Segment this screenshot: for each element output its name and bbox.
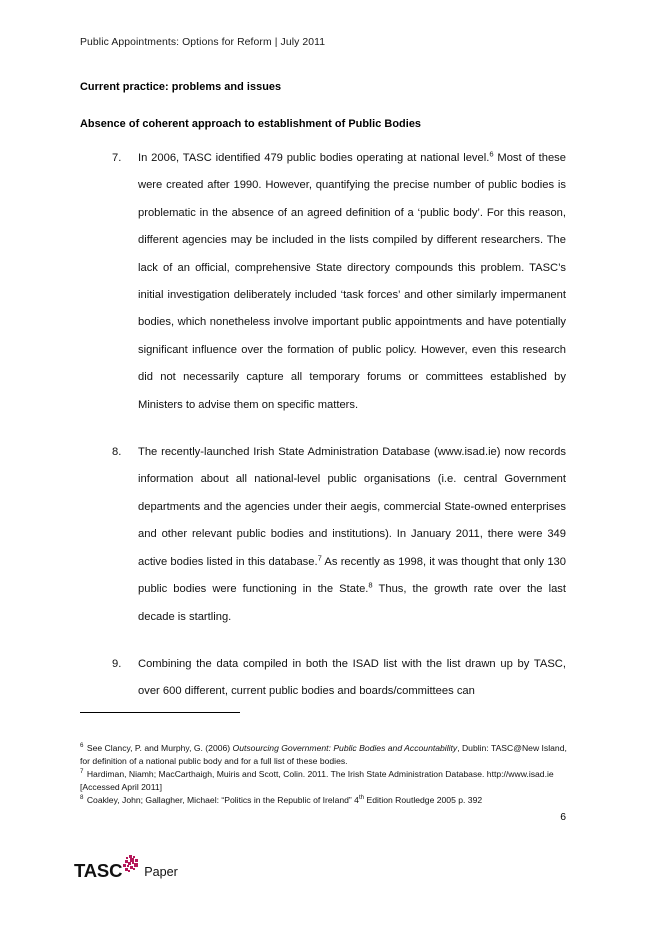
- footnote-text-segment: Coakley, John; Gallagher, Michael: “Politics in the Republic of Ireland” 4: [84, 795, 359, 805]
- footnote-entry: [80, 768, 572, 794]
- footnote-text-segment: , Dublin: TASC@New Island, for definition of a national public body and for a full list of these bodies.: [80, 743, 567, 766]
- list-item-body: [138, 439, 566, 631]
- footnote-entry: [80, 794, 572, 807]
- footnote-reference[interactable]: 8: [368, 580, 373, 590]
- page-number: 6: [560, 812, 566, 823]
- paragraph-text-segment: Thus, the growth rate over the last decade is startling.: [138, 583, 566, 623]
- list-item: [80, 439, 566, 631]
- footnote-reference[interactable]: 7: [317, 552, 322, 562]
- running-header: Public Appointments: Options for Reform | July 2011: [80, 37, 326, 48]
- footnotes-block: [80, 742, 572, 807]
- section-heading: Current practice: problems and issues: [80, 81, 282, 93]
- list-item: [80, 651, 566, 706]
- paragraph-text-segment: As recently as 1998, it was thought that only 130 public bodies were functioning in the State.: [138, 555, 567, 596]
- list-item-body: [138, 145, 566, 419]
- paragraph-text-segment: The recently-launched Irish State Administration Database (www.isad.ie) now records information about all national-level public organisations (i.e. central Government departments and the agencies under their aegis, commercial State-owned enterprises and other relevant public bodies and institutions). In January 2011, there were 349 active bodies listed in this database.: [138, 446, 566, 568]
- page-content: [74, 0, 567, 936]
- list-item-body: Combining the data compiled in both the ISAD list with the list drawn up by TASC, over 600 different, current public bodies and boards/committees can: [138, 657, 566, 698]
- footnote-marker: 8: [80, 794, 84, 802]
- footnote-separator-rule: [80, 712, 240, 713]
- list-item-number: 7.: [112, 152, 122, 164]
- footnote-ordinal-suffix: th: [358, 794, 365, 802]
- footnote-text-segment: Hardiman, Niamh; MacCarthaigh, Muiris and Scott, Colin. 2011. The Irish State Administration Database. http://www.isad.ie [Accessed April 2011]: [80, 769, 554, 792]
- tasc-logo: [74, 855, 178, 880]
- numbered-paragraph-list: [80, 145, 566, 706]
- footnote-reference[interactable]: 6: [489, 149, 494, 159]
- footnote-text-segment: Edition Routledge 2005 p. 392: [364, 795, 483, 805]
- subsection-heading: Absence of coherent approach to establishment of Public Bodies: [80, 118, 422, 130]
- footnote-entry: [80, 742, 572, 768]
- footnote-text-segment: See Clancy, P. and Murphy, G. (2006): [84, 743, 233, 753]
- footnote-title-italic: Outsourcing Government: Public Bodies and Accountability: [232, 743, 458, 753]
- list-item-number: 9.: [112, 657, 122, 670]
- paragraph-text-segment: In 2006, TASC identified 479 public bodies operating at national level.: [138, 152, 490, 164]
- list-item-number: 8.: [112, 446, 122, 459]
- tasc-square-cluster-icon: [123, 855, 141, 873]
- tasc-logo-suffix: Paper: [144, 865, 178, 880]
- tasc-wordmark: TASC: [74, 859, 123, 881]
- footnote-marker: 6: [80, 742, 84, 750]
- list-item: [80, 145, 566, 419]
- paragraph-text-segment: Most of these were created after 1990. However, quantifying the precise number of public bodies is problematic in the absence of an agreed definition of a ‘public body’. For this reason, different agencies may be included in the lists compiled by different researchers. The lack of an official, comprehensive State directory compounds this problem. TASC’s initial investigation deliberately included ‘task forces’ and other similarly impermanent bodies, which nonetheless involve important public appointments and have potentially significant influence over the formation of public policy. However, even this research did not necessarily capture all temporary forums or committees established by Ministers to advise them on specific matters.: [138, 152, 566, 411]
- footnote-marker: 7: [80, 768, 84, 776]
